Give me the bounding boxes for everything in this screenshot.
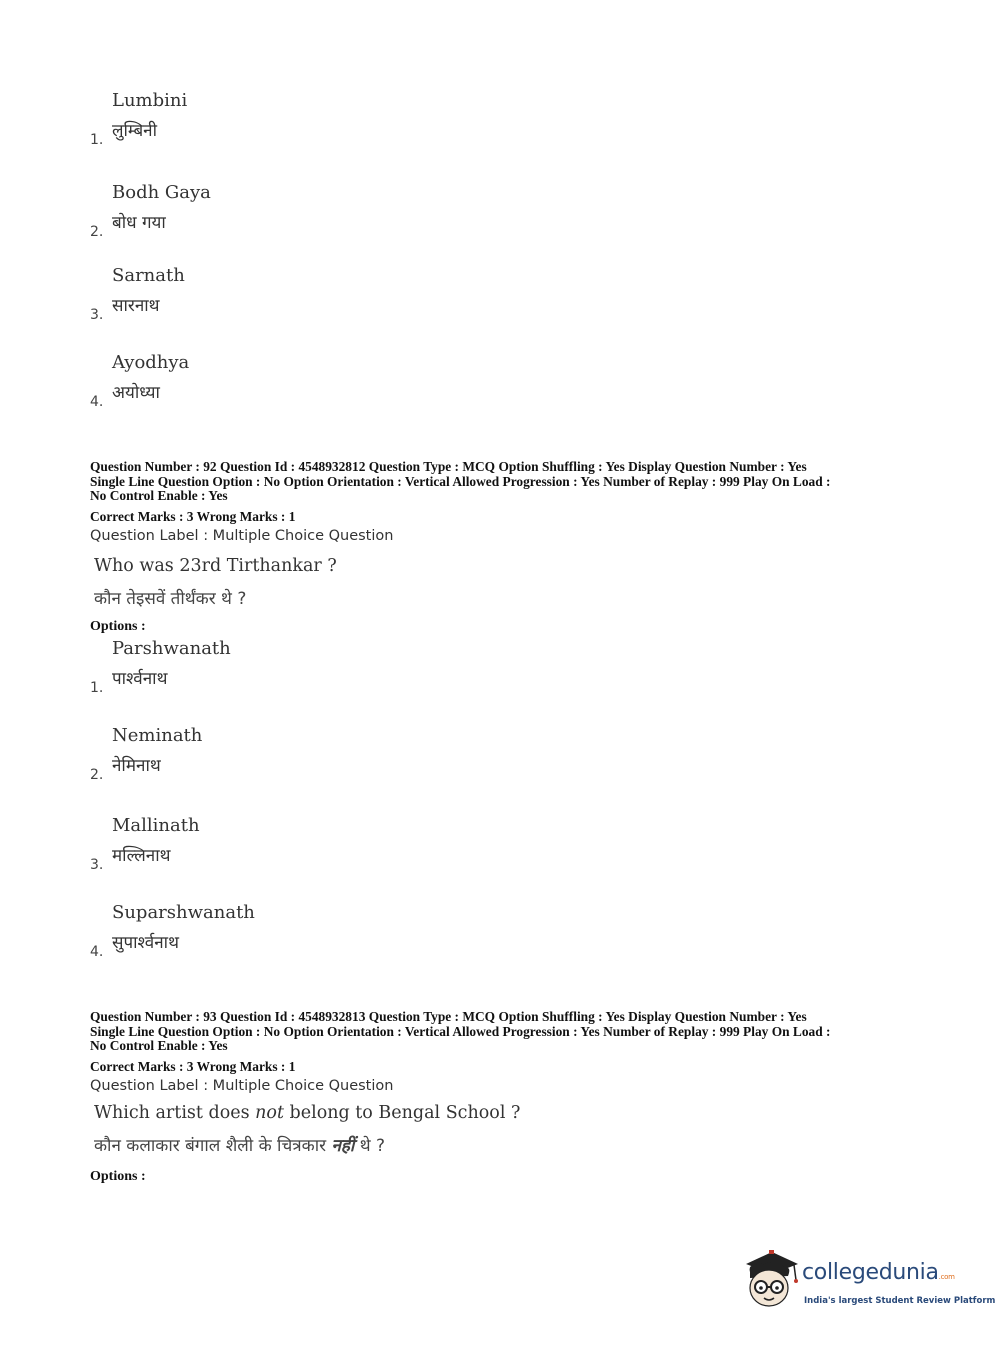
logo-tagline: India's largest Student Review Platform [804,1296,996,1306]
q92-question-label: Question Label : Multiple Choice Question [90,528,394,544]
option-text-hi: मल्लिनाथ [112,846,171,866]
q93-question-label: Question Label : Multiple Choice Question [90,1078,394,1094]
q93-marks: Correct Marks : 3 Wrong Marks : 1 [90,1059,296,1074]
meta-line: No Control Enable : Yes [90,1038,228,1053]
option-text-hi: पार्श्वनाथ [112,669,168,689]
q93-options-label: Options : [90,1169,146,1184]
meta-line: Question Number : 93 Question Id : 4548932813 Question Type : MCQ Option Shuffling : Yes Display Question Number : Yes [90,1009,807,1024]
q92-metadata [90,460,920,504]
q92-options-label: Options : [90,619,146,634]
option-text-en: Lumbini [112,90,188,111]
logo-brand-name [802,1260,955,1285]
option-number: 2. [90,767,104,783]
logo-brand-suffix: .com [938,1273,955,1281]
option-text-hi: नेमिनाथ [112,756,161,776]
option-number: 2. [90,224,104,240]
option-number: 3. [90,857,104,873]
option-text-en: Ayodhya [112,352,190,373]
option-text-en: Bodh Gaya [112,182,211,203]
option-text-en: Suparshwanath [112,902,255,923]
q92-marks: Correct Marks : 3 Wrong Marks : 1 [90,509,296,524]
option-text-en: Mallinath [112,815,200,836]
option-text-en: Neminath [112,725,203,746]
question-text-part: Which artist does [94,1103,256,1123]
collegedunia-logo [742,1250,996,1316]
q93-question-text-hi [94,1133,385,1156]
question-text-emphasis: नहीं [331,1136,355,1156]
option-text-hi: बोध गया [112,213,166,233]
q93-question-text-en [94,1103,520,1123]
question-text-part: कौन कलाकार बंगाल शैली के चित्रकार [94,1136,332,1156]
option-text-hi: अयोध्या [112,383,160,403]
mascot-icon [742,1250,800,1312]
option-text-hi: सुपार्श्वनाथ [112,933,179,953]
meta-line: Single Line Question Option : No Option Orientation : Vertical Allowed Progression : Yes Number of Replay : 999 Play On Load : [90,1023,831,1039]
option-number: 3. [90,307,104,323]
question-text-emphasis: not [255,1103,284,1123]
option-text-en: Sarnath [112,265,185,286]
meta-line: Question Number : 92 Question Id : 4548932812 Question Type : MCQ Option Shuffling : Yes Display Question Number : Yes [90,459,807,474]
option-number: 1. [90,132,104,148]
option-number: 4. [90,944,104,960]
option-number: 4. [90,394,104,410]
q92-question-text-hi: कौन तेइसवें तीर्थंकर थे ? [94,589,247,609]
option-number: 1. [90,680,104,696]
meta-line: No Control Enable : Yes [90,488,228,503]
question-text-part: थे ? [354,1136,386,1156]
option-text-hi: लुम्बिनी [112,121,157,141]
logo-brand-text: collegedunia [802,1260,939,1285]
meta-line: Single Line Question Option : No Option Orientation : Vertical Allowed Progression : Yes Number of Replay : 999 Play On Load : [90,473,831,489]
q93-metadata [90,1010,920,1054]
option-text-en: Parshwanath [112,638,231,659]
question-text-part: belong to Bengal School ? [283,1103,521,1123]
option-text-hi: सारनाथ [112,296,160,316]
q92-question-text-en: Who was 23rd Tirthankar ? [94,556,337,576]
